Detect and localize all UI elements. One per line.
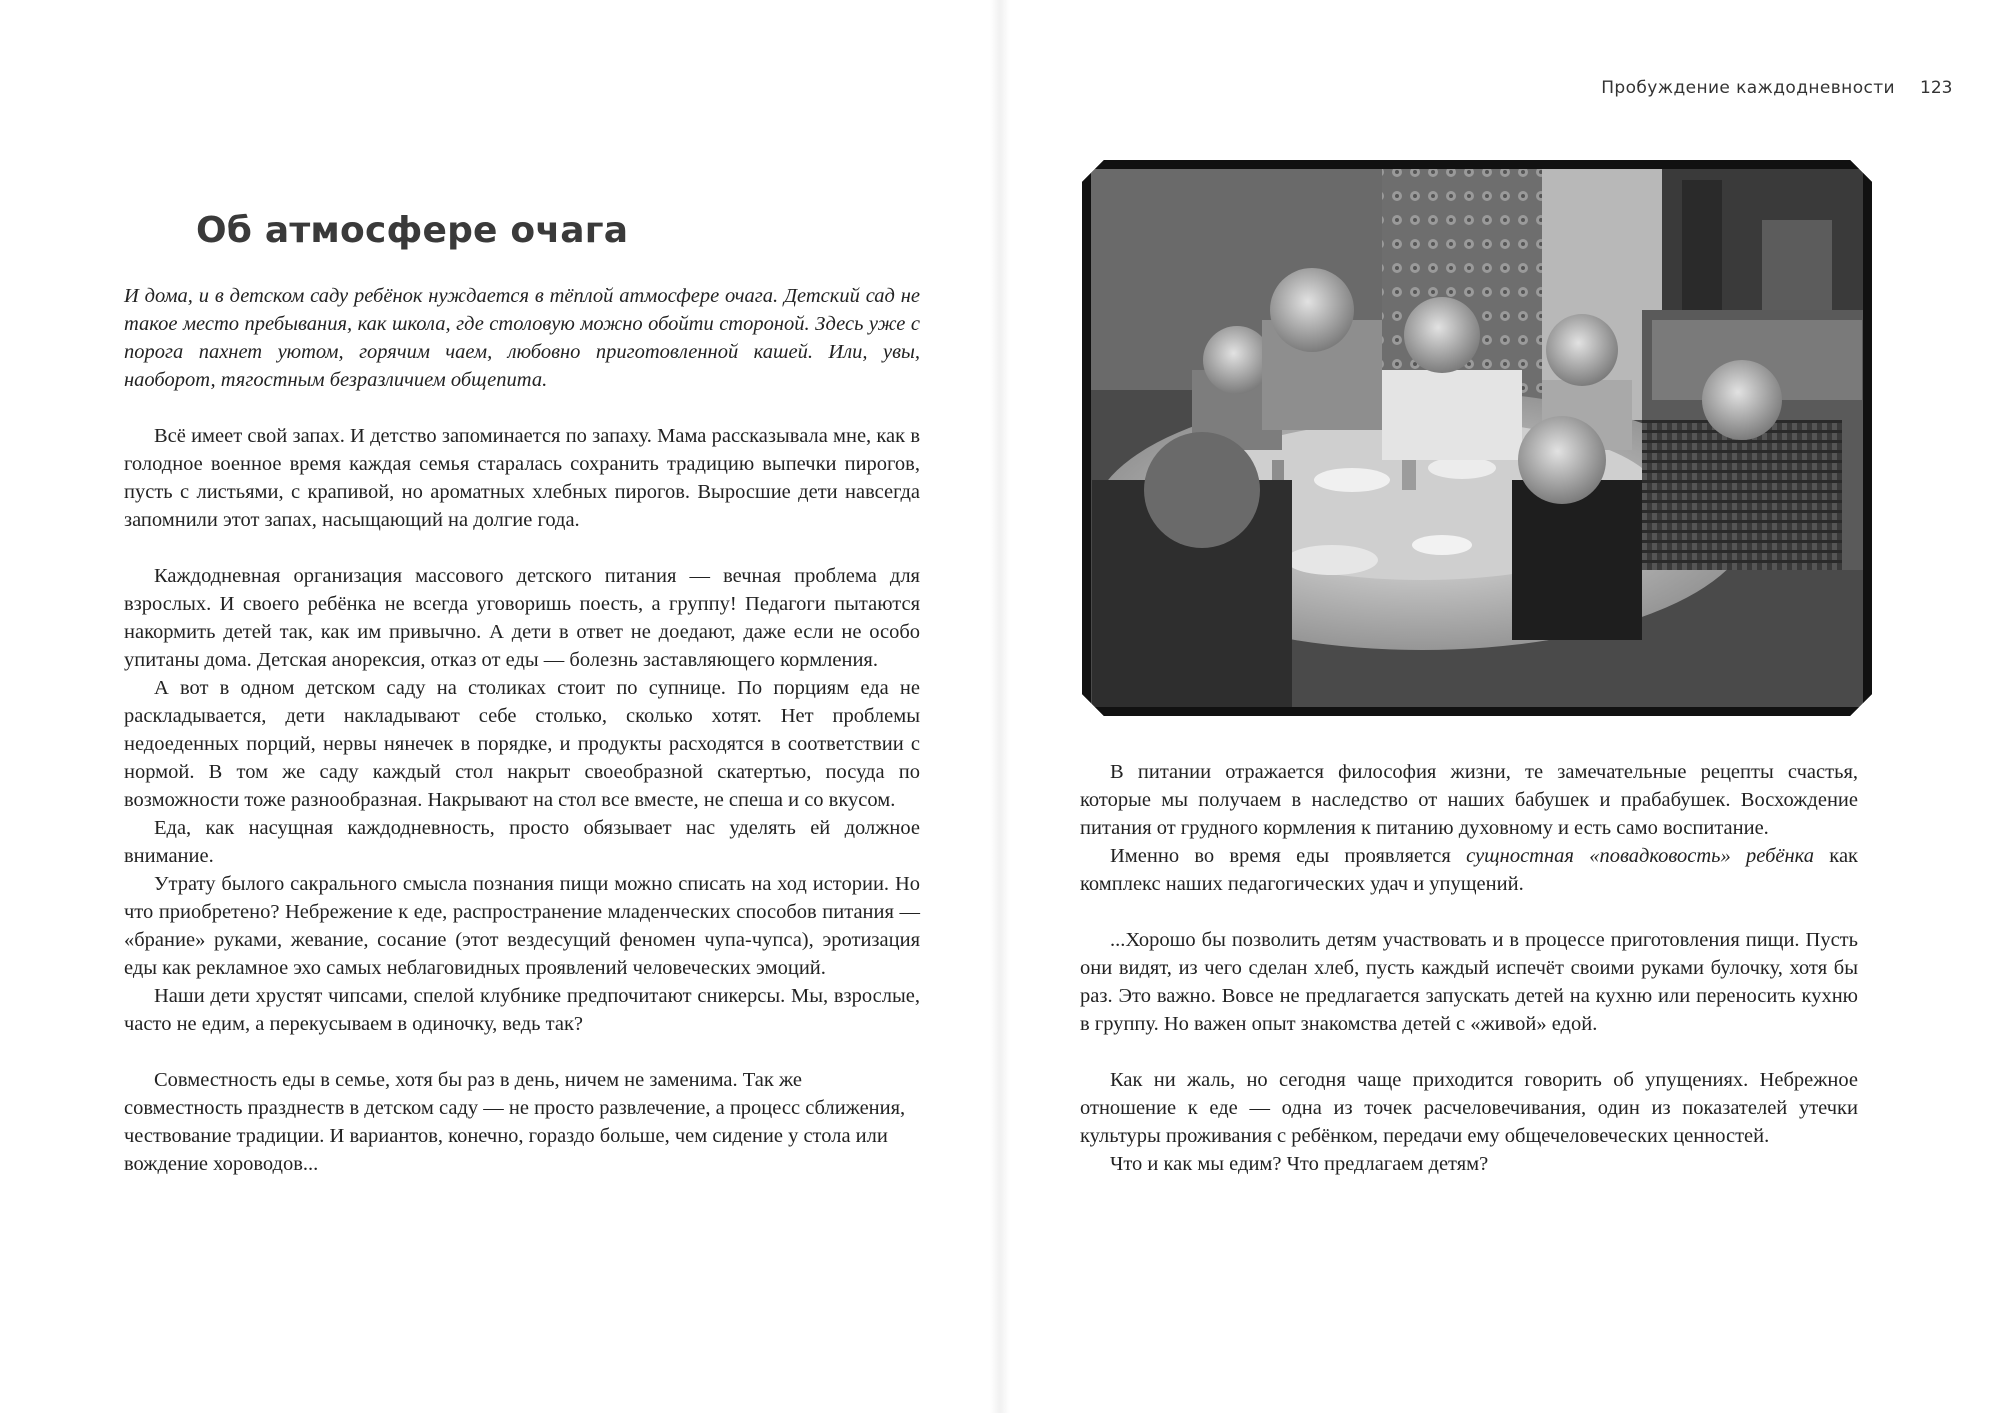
paragraph: В питании отражается философия жизни, те замечательные рецепты счастья, которые мы получаем в наследство от наших бабушек и прабабушек. Восхождение питания от грудного кормления к питанию духовному и есть само воспитание. [1080,761,1858,839]
paragraph: А вот в одном детском саду на столиках стоит по супнице. По порциям еда не раскладывается, дети накладывают себе столько, сколько хотят. Нет проблемы недоеденных порций, нервы нянечек в порядке, и продукты расходятся в соответствии с нормой. В том же саду каждый стол накрыт своеобразной скатертью, посуда по возможности тоже разнообразная. Накрывают на стол все вместе, не спеша и со вкусом. [124,677,920,811]
paragraph: Всё имеет свой запах. И детство запоминается по запаху. Мама рассказывала мне, как в голодное военное время каждая семья старалась сохранить традицию выпечки пирогов, пусть с листьями, с крапивой, но ароматных хлебных пирогов. Выросшие дети навсегда запомнили этот запах, насыщающий на долгие года. [124,425,920,531]
paragraph: Как ни жаль, но сегодня чаще приходится говорить об упущениях. Небрежное отношение к еде — одна из точек расчеловечивания, один из показателей утечки культуры проживания с ребёнком, передачи ему общечеловеческих ценностей. [1080,1069,1858,1147]
page-number: 123 [1920,78,1953,98]
paragraph: Наши дети хрустят чипсами, спелой клубнике предпочитают сникерсы. Мы, взрослые, часто не едим, а перекусываем в одиночку, ведь так? [124,985,920,1035]
paragraph: Что и как мы едим? Что предлагаем детям? [1110,1153,1489,1175]
right-page [1000,0,2000,1413]
archival-photo [1082,160,1872,716]
left-text-column [124,282,920,1178]
running-head: Пробуждение каждодневности [1601,78,1895,98]
paragraph [1080,842,1858,898]
right-text-column [1080,758,1858,1178]
photo-illustration [1082,160,1872,716]
paragraph: Еда, как насущная каждодневность, просто обязывает нас уделять ей должное внимание. [124,817,920,867]
paragraph-tail: как комплекс наших педагогических удач и упущений. [1080,845,1858,895]
paragraph: Каждодневная организация массового детского питания — вечная проблема для взрослых. И своего ребёнка не всегда уговоришь поесть, а группу! Педагоги пытаются накормить детей так, как им привычно. А дети в ответ не доедают, даже если не особо упитаны дома. Детская анорексия, отказ от еды — болезнь заставляющего кормления. [124,565,920,671]
chapter-title: Об атмосфере очага [196,210,629,251]
paragraph-lead: Именно во время еды проявляется [1110,845,1467,867]
paragraph: ...Хорошо бы позволить детям участвовать и в процессе приготовления пищи. Пусть они видят, из чего сделан хлеб, пусть каждый испечёт своими руками булочку, хотя бы раз. Это важно. Вовсе не предлагается запускать детей на кухню или переносить кухню в группу. Но важен опыт знакомства детей с «живой» едой. [1080,929,1858,1035]
paragraph: Утрату былого сакрального смысла познания пищи можно списать на ход истории. Но что приобретено? Небрежение к еде, распространение младенческих способов питания — «брание» руками, жевание, сосание (этот вездесущий феномен чупа-чупса), эротизация еды как рекламное эхо самых неблаговидных проявлений человеческих эмоций. [124,873,920,979]
intro-paragraph: И дома, и в детском саду ребёнок нуждается в тёплой атмосфере очага. Детский сад не такое место пребывания, как школа, где столовую можно обойти стороной. Здесь уже с порога пахнет уютом, горячим чаем, любовно приготовленной кашей. Или, увы, наоборот, тягостным безразличием общепита. [124,285,920,391]
paragraph: Совместность еды в семье, хотя бы раз в день, ничем не заменима. Так же совместность празднеств в детском саду — не просто развлечение, а процесс сближения, чествование традиции. И вариантов, конечно, гораздо больше, чем сидение у стола или вождение хороводов... [124,1069,906,1175]
emphasis-phrase: сущностная «повадковость» ребёнка [1466,845,1815,867]
